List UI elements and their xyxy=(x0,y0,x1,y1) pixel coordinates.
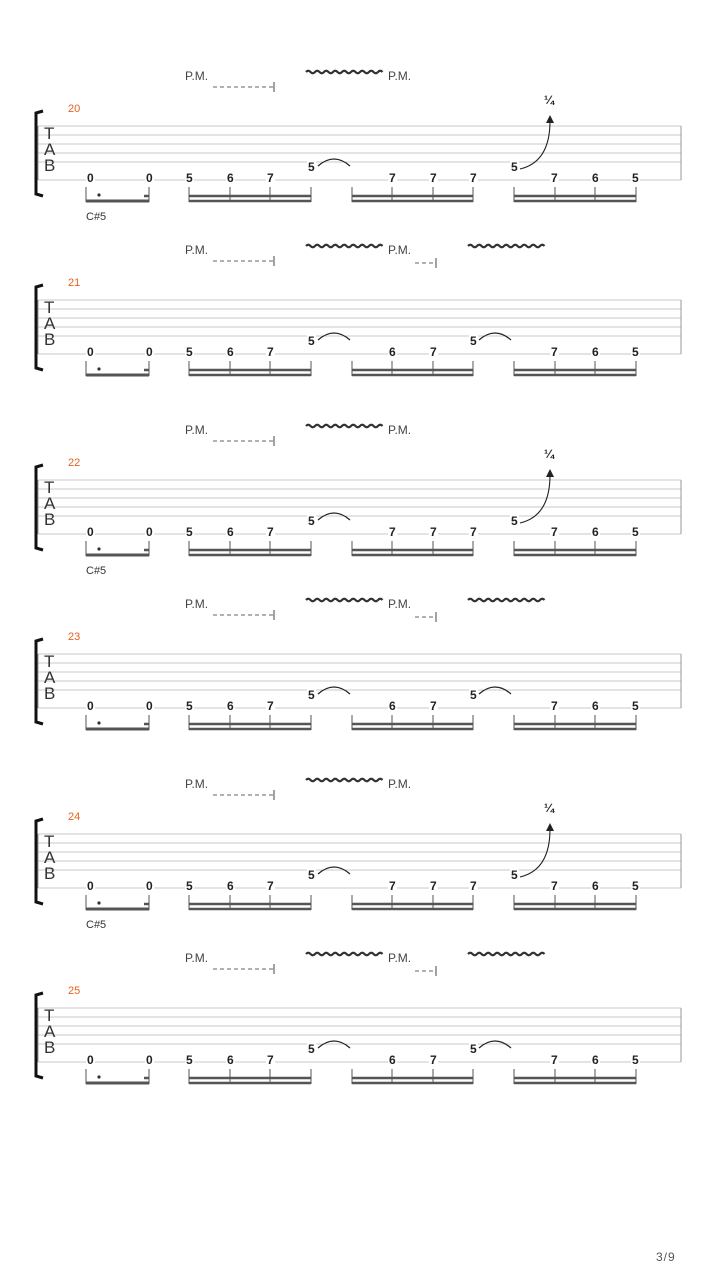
fret-number: 7 xyxy=(430,699,437,713)
measure-number: 21 xyxy=(68,277,81,289)
fret-number: 7 xyxy=(267,525,274,539)
tab-clef-letter: B xyxy=(44,156,56,175)
fret-number: 0 xyxy=(87,345,94,359)
fret-number: 5 xyxy=(308,160,315,174)
fret-number: 5 xyxy=(511,514,518,528)
fret-number: 5 xyxy=(470,334,477,348)
measure-number: 24 xyxy=(68,811,81,823)
measure-number: 20 xyxy=(68,103,81,115)
fret-number: 7 xyxy=(430,879,437,893)
tab-clef-letter: B xyxy=(44,864,56,883)
page-number: 3/9 xyxy=(656,1250,676,1264)
tab-clef-letter: T xyxy=(44,1006,55,1025)
fret-number: 7 xyxy=(551,345,558,359)
tab-clef-letter: T xyxy=(44,124,55,143)
tab-clef-letter: B xyxy=(44,1038,56,1057)
fret-number: 5 xyxy=(632,699,639,713)
fret-number: 0 xyxy=(146,171,153,185)
fret-number: 5 xyxy=(308,1042,315,1056)
tab-system xyxy=(0,69,720,257)
fret-number: 7 xyxy=(430,1053,437,1067)
fret-number: 0 xyxy=(146,879,153,893)
fret-number: 0 xyxy=(87,879,94,893)
fret-number: 6 xyxy=(592,525,599,539)
tab-clef-letter: A xyxy=(44,314,56,333)
fret-number: 6 xyxy=(227,171,234,185)
tab-clef-letter: T xyxy=(44,478,55,497)
palm-mute-label: P.M. xyxy=(185,951,209,965)
fret-number: 5 xyxy=(511,868,518,882)
fret-number: 5 xyxy=(632,525,639,539)
fret-number: 0 xyxy=(146,525,153,539)
bend-amount: ¼ xyxy=(544,93,555,107)
fret-number: 5 xyxy=(632,345,639,359)
palm-mute-label: P.M. xyxy=(185,777,209,791)
palm-mute-label: P.M. xyxy=(185,597,209,611)
fret-number: 7 xyxy=(267,171,274,185)
bend-amount: ¼ xyxy=(544,447,555,461)
chord-name: C#5 xyxy=(86,919,107,931)
fret-number: 7 xyxy=(551,699,558,713)
tab-clef-letter: A xyxy=(44,140,56,159)
fret-number: 6 xyxy=(227,699,234,713)
fret-number: 6 xyxy=(389,699,396,713)
fret-number: 5 xyxy=(632,1053,639,1067)
fret-number: 7 xyxy=(430,345,437,359)
bend-amount: ¼ xyxy=(544,801,555,815)
fret-number: 7 xyxy=(551,1053,558,1067)
fret-number: 5 xyxy=(308,334,315,348)
fret-number: 7 xyxy=(551,171,558,185)
tab-clef-letter: B xyxy=(44,510,56,529)
fret-number: 6 xyxy=(227,1053,234,1067)
fret-number: 7 xyxy=(389,879,396,893)
fret-number: 0 xyxy=(146,345,153,359)
palm-mute-label: P.M. xyxy=(388,243,412,257)
fret-number: 0 xyxy=(146,699,153,713)
tab-clef-letter: A xyxy=(44,1022,56,1041)
fret-number: 0 xyxy=(146,1053,153,1067)
tab-clef-letter: T xyxy=(44,832,55,851)
fret-number: 7 xyxy=(430,525,437,539)
fret-number: 0 xyxy=(87,171,94,185)
fret-number: 0 xyxy=(87,699,94,713)
tab-system xyxy=(0,211,720,431)
fret-number: 0 xyxy=(87,1053,94,1067)
measure-number: 23 xyxy=(68,631,81,643)
fret-number: 7 xyxy=(267,699,274,713)
palm-mute-label: P.M. xyxy=(185,243,209,257)
fret-number: 5 xyxy=(186,171,193,185)
fret-number: 6 xyxy=(389,345,396,359)
fret-number: 7 xyxy=(267,345,274,359)
palm-mute-label: P.M. xyxy=(388,777,412,791)
fret-number: 7 xyxy=(470,171,477,185)
fret-number: 7 xyxy=(551,879,558,893)
fret-number: 5 xyxy=(308,514,315,528)
fret-number: 5 xyxy=(632,171,639,185)
fret-number: 5 xyxy=(186,879,193,893)
fret-number: 6 xyxy=(227,525,234,539)
fret-number: 6 xyxy=(227,879,234,893)
fret-number: 0 xyxy=(87,525,94,539)
fret-number: 5 xyxy=(186,525,193,539)
palm-mute-label: P.M. xyxy=(388,951,412,965)
tab-system xyxy=(0,777,720,965)
fret-number: 6 xyxy=(592,879,599,893)
tab-clef-letter: B xyxy=(44,330,56,349)
fret-number: 5 xyxy=(632,879,639,893)
tab-clef-letter: A xyxy=(44,848,56,867)
palm-mute-label: P.M. xyxy=(388,69,412,83)
fret-number: 7 xyxy=(267,1053,274,1067)
fret-number: 6 xyxy=(592,1053,599,1067)
palm-mute-label: P.M. xyxy=(388,597,412,611)
palm-mute-label: P.M. xyxy=(388,423,412,437)
fret-number: 5 xyxy=(470,1042,477,1056)
fret-number: 7 xyxy=(470,879,477,893)
fret-number: 7 xyxy=(389,171,396,185)
fret-number: 5 xyxy=(511,160,518,174)
fret-number: 7 xyxy=(267,879,274,893)
fret-number: 7 xyxy=(430,171,437,185)
tab-clef-letter: A xyxy=(44,494,56,513)
measure-number: 22 xyxy=(68,457,81,469)
palm-mute-label: P.M. xyxy=(185,69,209,83)
fret-number: 6 xyxy=(592,699,599,713)
fret-number: 7 xyxy=(389,525,396,539)
tab-clef-letter: A xyxy=(44,668,56,687)
fret-number: 5 xyxy=(186,1053,193,1067)
fret-number: 7 xyxy=(470,525,477,539)
fret-number: 5 xyxy=(308,688,315,702)
fret-number: 5 xyxy=(308,868,315,882)
tab-system xyxy=(0,919,720,1139)
tab-system xyxy=(0,565,720,785)
fret-number: 6 xyxy=(592,345,599,359)
palm-mute-label: P.M. xyxy=(185,423,209,437)
tab-clef-letter: B xyxy=(44,684,56,703)
fret-number: 6 xyxy=(592,171,599,185)
measure-number: 25 xyxy=(68,985,81,997)
fret-number: 5 xyxy=(186,345,193,359)
chord-name: C#5 xyxy=(86,211,107,223)
fret-number: 5 xyxy=(470,688,477,702)
tab-clef-letter: T xyxy=(44,652,55,671)
fret-number: 6 xyxy=(227,345,234,359)
fret-number: 7 xyxy=(551,525,558,539)
tab-system xyxy=(0,423,720,611)
fret-number: 6 xyxy=(389,1053,396,1067)
chord-name: C#5 xyxy=(86,565,107,577)
fret-number: 5 xyxy=(186,699,193,713)
tab-clef-letter: T xyxy=(44,298,55,317)
